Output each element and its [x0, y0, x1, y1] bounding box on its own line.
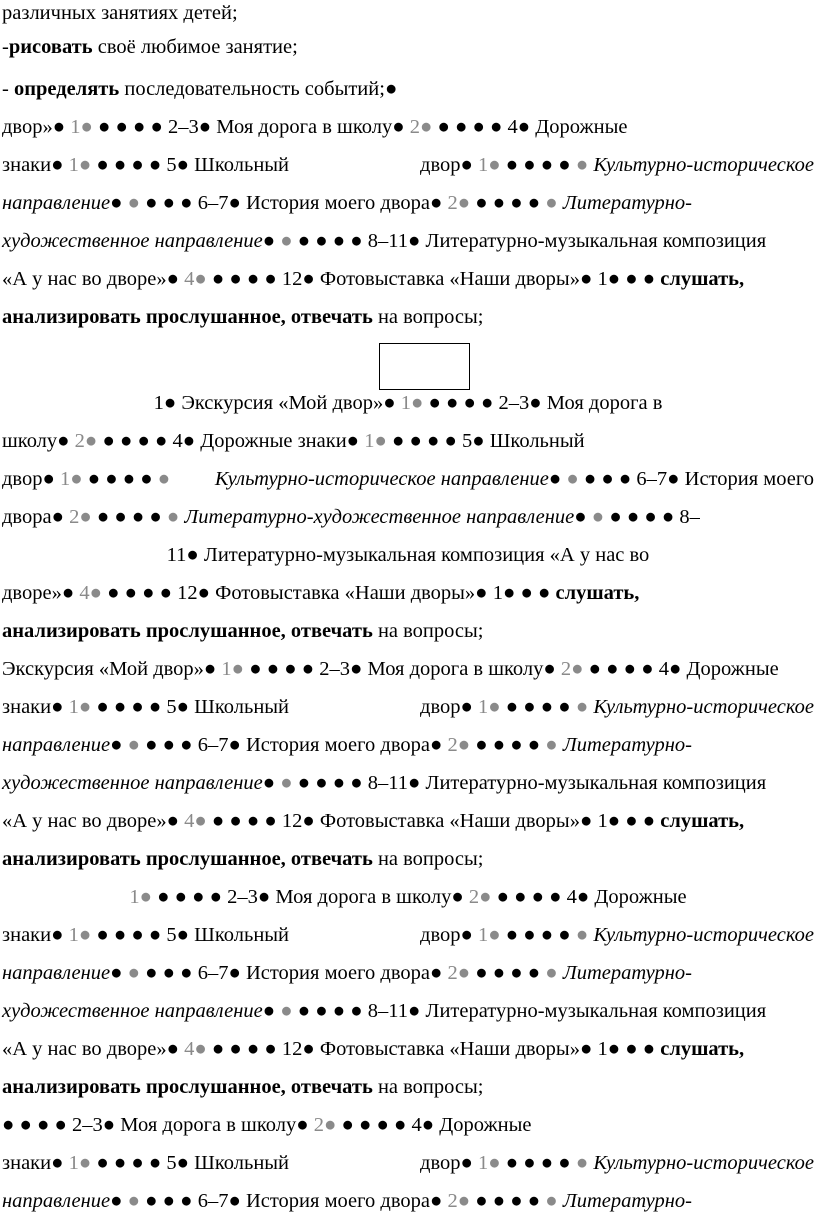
text-line — [2, 621, 814, 649]
text-line — [2, 193, 814, 221]
text-segment: 11● Литературно-музыкальная композиция «А у нас во — [166, 544, 650, 566]
text-line — [2, 155, 814, 183]
text-segment: ● — [110, 1190, 128, 1212]
text-line — [2, 269, 814, 297]
text-segment: ● ● ● ● 12● Фотовыставка «Наши дворы»● 1● ● ● — [107, 582, 556, 604]
bold-text: анализировать прослушанное, отвечать — [2, 620, 373, 642]
line-left-part — [2, 697, 289, 718]
text-segment: знаки● — [2, 924, 69, 946]
bold-text: слушать, — [555, 582, 640, 604]
italic-text: Культурно-историческое — [593, 154, 814, 176]
italic-text: Литературно- — [562, 1190, 692, 1212]
text-line — [2, 1077, 814, 1105]
text-segment: ● ● ● ● 4● Дорожные знаки● — [102, 430, 365, 452]
text-segment: 1● Экскурсия «Мой двор»● — [153, 392, 401, 414]
text-segment: на вопросы; — [372, 848, 484, 870]
text-segment: ● ● ● ● 2–3● Моя дорога в школу● — [249, 658, 561, 680]
text-segment: ● ● ● 6–7● История моего двора● — [145, 962, 448, 984]
text-line — [2, 545, 814, 573]
text-segment: ● ● ● ● — [475, 962, 546, 984]
grey-marker: ● — [280, 772, 298, 794]
text-segment: «А у нас во дворе»● — [2, 268, 185, 290]
text-segment: ● ● ● ● — [87, 468, 158, 490]
text-segment: двор● — [420, 154, 479, 176]
text-segment: ● ● ● ● — [505, 154, 576, 176]
text-line — [2, 811, 814, 839]
text-segment: ● ● ● ● 12● Фотовыставка «Наши дворы»● 1● ● ● — [211, 268, 661, 290]
grey-marker: ● — [280, 230, 298, 252]
grey-marker: 1● — [68, 154, 97, 176]
text-segment: ● ● ● ● 8–11● Литературно-музыкальная композиция — [297, 772, 767, 794]
text-segment: ● — [110, 962, 128, 984]
line-left-part — [2, 925, 289, 946]
italic-text: Культурно-историческое — [593, 696, 814, 718]
text-segment: последовательность событий;● — [119, 78, 398, 100]
grey-marker: 1● — [70, 116, 98, 138]
text-line — [2, 1115, 814, 1143]
text-segment: на вопросы; — [372, 620, 484, 642]
text-segment: ● — [110, 734, 128, 756]
grey-marker: ● — [591, 506, 610, 528]
grey-marker: ● — [575, 696, 594, 718]
bold-text: анализировать прослушанное, отвечать — [2, 306, 373, 328]
text-segment: на вопросы; — [372, 306, 484, 328]
bold-text: слушать, — [660, 810, 745, 832]
grey-marker: 1● — [400, 392, 429, 414]
text-segment: ● ● ● ● 12● Фотовыставка «Наши дворы»● 1● ● ● — [211, 810, 661, 832]
italic-text: направление — [2, 734, 111, 756]
text-line — [2, 659, 814, 687]
grey-marker: 1● — [478, 1152, 506, 1174]
text-segment: ● ● ● ● 2–3● Моя дорога в — [428, 392, 663, 414]
text-line — [2, 735, 814, 763]
italic-text: Литературно- — [562, 962, 692, 984]
grey-marker: ● — [280, 1000, 298, 1022]
italic-text: художественное направление — [2, 772, 263, 794]
text-segment: знаки● — [2, 154, 69, 176]
text-segment: ● ● ● 6–7● История моего — [583, 468, 814, 490]
italic-text: Литературно- — [562, 734, 692, 756]
text-segment: ● — [262, 230, 281, 252]
grey-marker: ● — [127, 192, 146, 214]
grey-marker: ● — [545, 734, 563, 756]
italic-text: художественное направление — [2, 230, 263, 252]
grey-marker: 2● — [447, 734, 476, 756]
bold-text: слушать, — [660, 268, 745, 290]
text-line — [2, 887, 814, 915]
bold-text: определять — [13, 78, 120, 100]
grey-marker: 1● — [364, 430, 392, 452]
text-line — [2, 1001, 814, 1029]
italic-text: Культурно-историческое — [593, 924, 814, 946]
text-segment: ● ● ● ● 2–3● Моя дорога в школу● — [157, 886, 469, 908]
text-line — [2, 37, 814, 65]
grey-marker: 4● — [184, 1038, 212, 1060]
italic-text: направление — [2, 1190, 111, 1212]
text-segment: ● ● ● ● 4● Дорожные — [588, 658, 779, 680]
text-segment: двор»● — [2, 116, 71, 138]
text-line — [2, 231, 814, 259]
grey-marker: ● — [575, 154, 594, 176]
grey-marker: 1● — [478, 696, 506, 718]
grey-marker: 2● — [447, 962, 476, 984]
grey-marker: 1● — [59, 468, 88, 490]
text-line — [2, 963, 814, 991]
italic-text: Культурно-историческое направление — [214, 468, 549, 490]
grey-marker: 4● — [79, 582, 108, 604]
text-line — [2, 307, 814, 335]
text-segment: различных занятиях детей; — [2, 2, 238, 24]
grey-marker: 1● — [129, 886, 158, 908]
text-segment: ● ● ● ● 2–3● Моя дорога в школу● — [98, 116, 410, 138]
text-segment: - — [2, 78, 14, 100]
grey-marker: ● — [575, 1152, 594, 1174]
line-left-part — [2, 155, 289, 176]
text-segment: двор● — [2, 468, 60, 490]
grey-marker: ● — [127, 1190, 146, 1212]
text-segment: «А у нас во дворе»● — [2, 810, 185, 832]
text-line — [2, 925, 814, 953]
grey-marker: 1● — [478, 924, 506, 946]
grey-marker: 2● — [560, 658, 589, 680]
text-segment: - — [2, 36, 9, 58]
line-left-part — [2, 1153, 289, 1174]
text-line — [2, 507, 814, 535]
text-segment: двор● — [420, 1152, 479, 1174]
text-segment: дворе»● — [2, 582, 80, 604]
grey-marker: ● — [545, 192, 563, 214]
text-segment: ● ● ● ● 4● Дорожные — [437, 116, 628, 138]
text-segment: ● ● ● 6–7● История моего двора● — [145, 1190, 448, 1212]
text-segment: ● ● ● ● 5● Школьный — [96, 696, 290, 718]
text-segment: ● ● ● ● 5● Школьный — [96, 1152, 290, 1174]
grey-marker: 1● — [68, 1152, 97, 1174]
text-segment: ● — [262, 772, 281, 794]
text-segment: ● ● ● ● — [505, 1152, 576, 1174]
text-segment: ● ● ● ● — [475, 1190, 546, 1212]
text-line — [2, 1153, 814, 1181]
bold-text: анализировать прослушанное, отвечать — [2, 1076, 373, 1098]
text-line — [2, 773, 814, 801]
text-segment: «А у нас во дворе»● — [2, 1038, 185, 1060]
text-line — [2, 393, 814, 421]
italic-text: Культурно-историческое — [593, 1152, 814, 1174]
text-segment: ● ● ● ● — [505, 696, 576, 718]
grey-marker: 2● — [447, 192, 476, 214]
grey-marker: 1● — [478, 154, 506, 176]
text-segment: ● ● ● ● — [505, 924, 576, 946]
grey-marker: ● — [545, 962, 563, 984]
text-segment: знаки● — [2, 1152, 69, 1174]
text-segment: ● — [548, 468, 567, 490]
grey-marker: 4● — [184, 810, 212, 832]
grey-marker: ● — [127, 734, 146, 756]
text-segment: ● — [262, 1000, 281, 1022]
text-segment: двора● — [2, 506, 70, 528]
text-segment: двор● — [420, 696, 479, 718]
text-line — [2, 697, 814, 725]
grey-marker: 2● — [468, 886, 497, 908]
text-segment: на вопросы; — [372, 1076, 484, 1098]
text-segment: знаки● — [2, 696, 69, 718]
text-line — [2, 469, 814, 497]
text-line — [2, 583, 814, 611]
grey-marker: ● — [566, 468, 584, 490]
text-segment: ● ● ● ● — [96, 506, 167, 528]
line-left-part — [2, 469, 175, 490]
grey-marker: 1● — [68, 924, 97, 946]
grey-marker: 2● — [74, 430, 103, 452]
italic-text: направление — [2, 962, 111, 984]
text-line — [2, 1191, 814, 1219]
text-segment: школу● — [2, 430, 75, 452]
grey-marker: ● — [575, 924, 594, 946]
grey-marker: 2● — [447, 1190, 476, 1212]
grey-marker: 1● — [221, 658, 250, 680]
text-segment: двор● — [420, 924, 479, 946]
bold-text: анализировать прослушанное, отвечать — [2, 848, 373, 870]
text-segment: ● ● ● ● 2–3● Моя дорога в школу● — [2, 1114, 314, 1136]
text-segment: ● ● ● ● 5● Школьный — [96, 154, 290, 176]
text-segment: своё любимое занятие; — [92, 36, 298, 58]
text-line — [2, 117, 814, 145]
bold-text: слушать, — [660, 1038, 745, 1060]
grey-marker: 1● — [68, 696, 97, 718]
text-segment: ● ● ● 6–7● История моего двора● — [145, 734, 448, 756]
text-segment: ● ● ● ● — [475, 192, 546, 214]
text-segment: ● ● ● ● 8–11● Литературно-музыкальная композиция — [297, 1000, 767, 1022]
text-line — [2, 431, 814, 459]
text-segment: ● ● ● ● 4● Дорожные — [496, 886, 687, 908]
text-line — [2, 3, 814, 31]
grey-marker: ● — [127, 962, 146, 984]
text-line — [2, 849, 814, 877]
text-segment: ● — [110, 192, 128, 214]
text-segment: ● ● ● ● 4● Дорожные — [341, 1114, 532, 1136]
line-right-part — [420, 925, 814, 946]
text-segment: Экскурсия «Мой двор»● — [2, 658, 222, 680]
empty-image-frame — [379, 343, 470, 390]
grey-marker: 2● — [313, 1114, 342, 1136]
grey-marker: 2● — [69, 506, 97, 528]
text-segment: ● ● ● ● 5● Школьный — [96, 924, 290, 946]
grey-marker: ● — [545, 1190, 563, 1212]
text-segment: ● ● ● ● — [475, 734, 546, 756]
italic-text: Литературно-художественное направление — [184, 506, 575, 528]
text-segment: ● ● ● 6–7● История моего двора● — [145, 192, 448, 214]
italic-text: Литературно- — [562, 192, 692, 214]
bold-text: рисовать — [8, 36, 93, 58]
text-segment: ● — [574, 506, 592, 528]
line-right-part — [420, 1153, 814, 1174]
line-right-part — [420, 155, 814, 176]
line-right-part — [420, 697, 814, 718]
grey-marker: 2● — [409, 116, 438, 138]
italic-text: направление — [2, 192, 111, 214]
line-right-part — [215, 469, 814, 490]
text-line — [2, 1039, 814, 1067]
grey-marker: ● — [157, 468, 176, 490]
text-line — [2, 79, 814, 107]
grey-marker: 4● — [184, 268, 212, 290]
text-segment: ● ● ● ● 12● Фотовыставка «Наши дворы»● 1● ● ● — [211, 1038, 661, 1060]
grey-marker: ● — [166, 506, 185, 528]
text-segment: ● ● ● ● 5● Школьный — [391, 430, 585, 452]
text-segment: ● ● ● ● 8–11● Литературно-музыкальная композиция — [297, 230, 767, 252]
italic-text: художественное направление — [2, 1000, 263, 1022]
text-segment: ● ● ● ● 8– — [609, 506, 700, 528]
